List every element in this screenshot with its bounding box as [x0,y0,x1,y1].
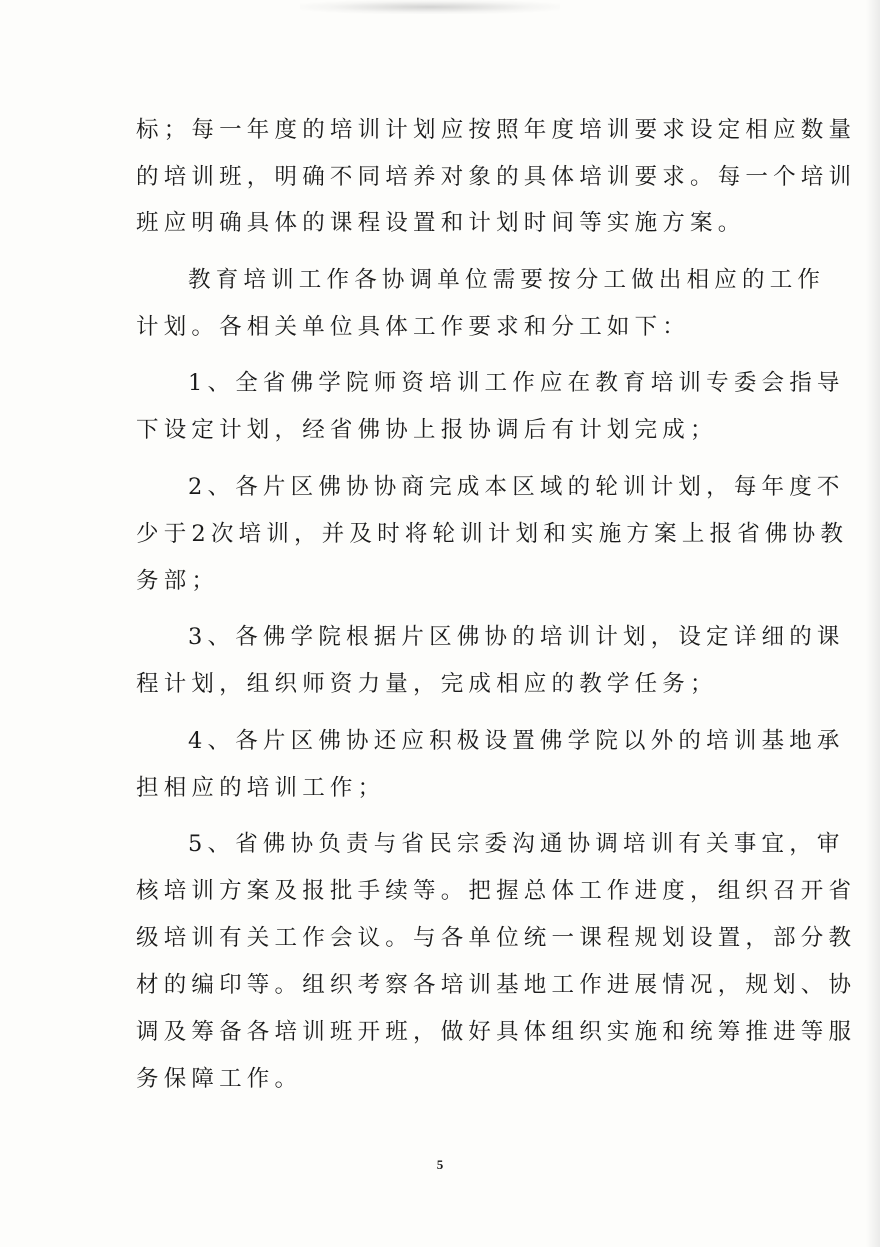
text-line: 下设定计划，经省佛协上报协调后有计划完成； [136,417,718,443]
text-line: 4、各片区佛协还应积极设置佛学院以外的培训基地承 [188,728,845,754]
text-line: 5、省佛协负责与省民宗委沟通协调培训有关事宜，审 [188,831,845,857]
text-line: 标；每一年度的培训计划应按照年度培训要求设定相应数量 [136,117,857,143]
text-line: 程计划，组织师资力量，完成相应的教学任务； [136,671,718,697]
text-line: 1、全省佛学院师资培训工作应在教育培训专委会指导 [188,370,845,396]
text-line: 务保障工作。 [136,1066,303,1092]
text-line: 材的编印等。组织考察各培训基地工作进展情况，规划、协 [136,972,857,998]
text-line: 调及筹备各培训班开班，做好具体组织实施和统筹推进等服 [136,1019,857,1045]
text-line: 计划。各相关单位具体工作要求和分工如下： [136,314,691,340]
text-line: 级培训有关工作会议。与各单位统一课程规划设置，部分教 [136,925,857,951]
text-line: 少于2次培训，并及时将轮训计划和实施方案上报省佛协教 [136,521,849,547]
text-line: 务部； [136,568,220,594]
text-line: 核培训方案及报批手续等。把握总体工作进度，组织召开省 [136,878,857,904]
text-line: 2、各片区佛协协商完成本区域的轮训计划，每年度不 [188,474,845,500]
text-line: 教育培训工作各协调单位需要按分工做出相应的工作 [188,267,826,293]
text-line: 3、各佛学院根据片区佛协的培训计划，设定详细的课 [188,624,845,650]
text-line: 担相应的培训工作； [136,775,386,801]
scan-edge-shadow [866,0,880,1247]
text-line: 的培训班，明确不同培养对象的具体培训要求。每一个培训 [136,164,857,190]
scan-smudge [300,0,560,14]
page-number: 5 [436,1157,444,1172]
text-line: 班应明确具体的课程设置和计划时间等实施方案。 [136,210,746,236]
